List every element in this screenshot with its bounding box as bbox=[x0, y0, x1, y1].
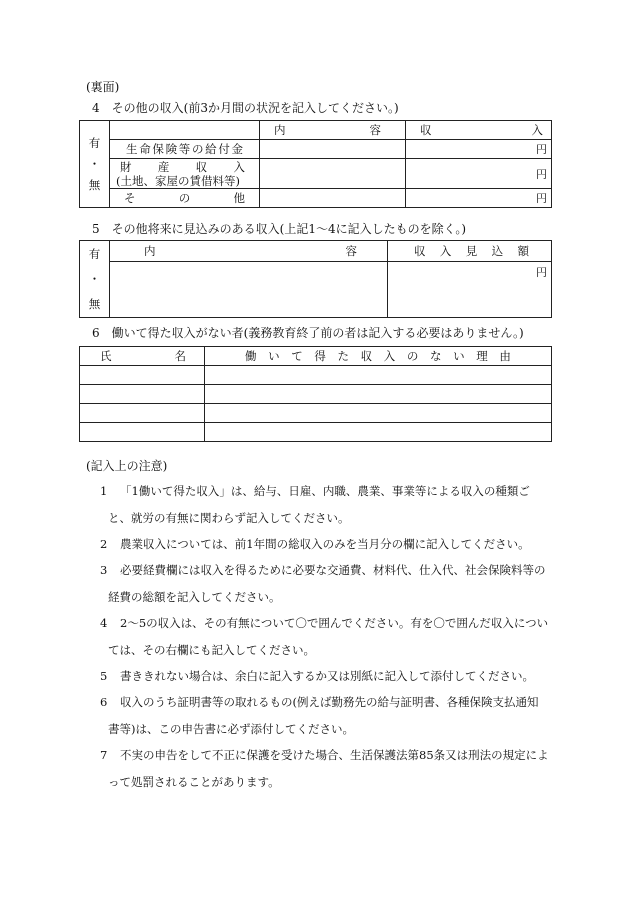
section4-table bbox=[79, 120, 552, 208]
section4-header-blank bbox=[110, 121, 260, 140]
section4-title: 4 その他の収入(前3か月間の状況を記入してください。) bbox=[92, 101, 399, 115]
name-field[interactable] bbox=[80, 423, 205, 442]
section5-header-expected: 収 入 見 込 額 bbox=[388, 241, 552, 262]
section6-header-reason: 働 い て 得 た 収 入 の な い 理 由 bbox=[205, 347, 552, 366]
note-item: 1 「1働いて得た収入」は、給与、日雇、内職、農業、事業等による収入の種類ご と、就労の有無に関わらず記入してください。 bbox=[100, 484, 530, 525]
section5-ari-nashi[interactable]: 有 ・ 無 bbox=[80, 241, 110, 318]
other-income-label: そ の 他 bbox=[110, 189, 260, 208]
section4-header-content: 内 容 bbox=[260, 121, 406, 140]
other-income-content-field[interactable] bbox=[260, 189, 406, 208]
note-item: 6 収入のうち証明書等の取れるもの(例えば勤務先の給与証明書、各種保険支払通知 書等)は、この申告書に必ず添付してください。 bbox=[100, 695, 539, 736]
property-income-amount-field[interactable]: 円 bbox=[406, 159, 552, 189]
note-item: 7 不実の申告をして不正に保護を受けた場合、生活保護法第85条又は刑法の規定によ って処罰されることがあります。 bbox=[100, 748, 549, 789]
section5-amount-field[interactable]: 円 bbox=[388, 262, 552, 318]
section4-ari-nashi[interactable]: 有 ・ 無 bbox=[80, 121, 110, 208]
section6-row bbox=[80, 423, 552, 442]
life-insurance-label: 生 命 保 険 等 の 給 付 金 bbox=[110, 140, 260, 159]
section6-header-name: 氏 名 bbox=[80, 347, 205, 366]
reason-field[interactable] bbox=[205, 385, 552, 404]
reason-field[interactable] bbox=[205, 423, 552, 442]
other-income-amount-field[interactable]: 円 bbox=[406, 189, 552, 208]
section6-row bbox=[80, 366, 552, 385]
note-item: 4 2〜5の収入は、その有無について〇で囲んでください。有を〇で囲んだ収入につい ては、その右欄にも記入してください。 bbox=[100, 616, 549, 657]
name-field[interactable] bbox=[80, 385, 205, 404]
section5-header-content: 内 容 bbox=[110, 241, 388, 262]
note-item: 5 書ききれない場合は、余白に記入するか又は別紙に記入して添付してください。 bbox=[100, 669, 534, 683]
note-item: 2 農業収入については、前1年間の総収入のみを当月分の欄に記入してください。 bbox=[100, 537, 530, 551]
property-income-content-field[interactable] bbox=[260, 159, 406, 189]
section6-table bbox=[79, 346, 552, 442]
name-field[interactable] bbox=[80, 366, 205, 385]
note-item: 3 必要経費欄には収入を得るために必要な交通費、材料代、仕入代、社会保険料等の 経費の総額を記入してください。 bbox=[100, 563, 546, 604]
notes-title: (記入上の注意) bbox=[86, 459, 168, 473]
section4-header-income: 収 入 bbox=[406, 121, 552, 140]
property-income-label: 財 産 収 入 (土地、家屋の賃借料等) bbox=[110, 159, 260, 189]
reason-field[interactable] bbox=[205, 366, 552, 385]
section5-table bbox=[79, 240, 552, 318]
section4-row-life-insurance bbox=[80, 140, 552, 159]
section6-title: 6 働いて得た収入がない者(義務教育終了前の者は記入する必要はありません。) bbox=[92, 326, 524, 340]
section4-row-property bbox=[80, 159, 552, 189]
name-field[interactable] bbox=[80, 404, 205, 423]
section4-row-other bbox=[80, 189, 552, 208]
page-side-label: (裏面) bbox=[86, 80, 120, 94]
section5-content-field[interactable] bbox=[110, 262, 388, 318]
section6-row bbox=[80, 385, 552, 404]
section6-row bbox=[80, 404, 552, 423]
life-insurance-amount-field[interactable]: 円 bbox=[406, 140, 552, 159]
section5-title: 5 その他将来に見込みのある収入(上記1〜4に記入したものを除く。) bbox=[92, 222, 467, 236]
life-insurance-content-field[interactable] bbox=[260, 140, 406, 159]
reason-field[interactable] bbox=[205, 404, 552, 423]
